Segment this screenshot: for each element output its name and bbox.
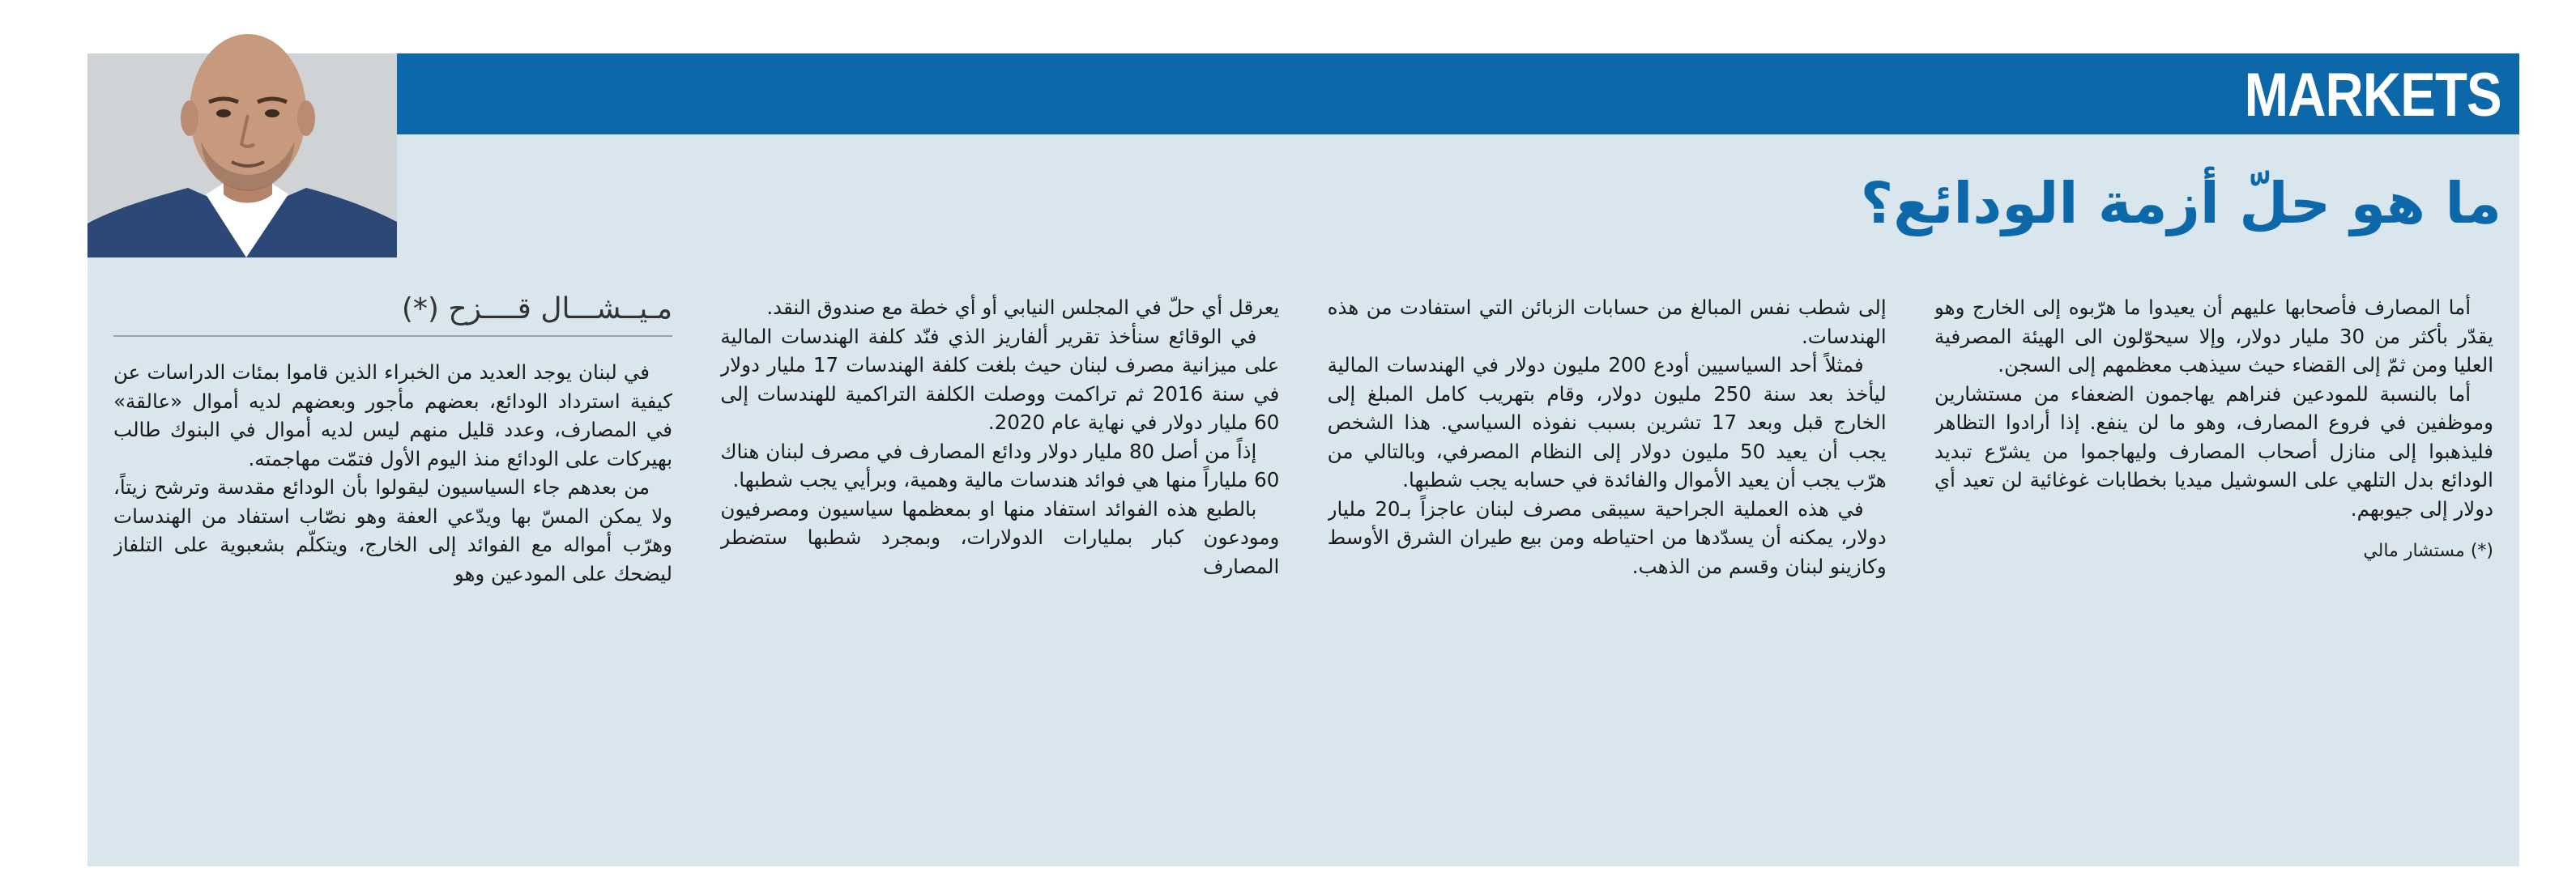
paragraph: بالطبع هذه الفوائد استفاد منها او بمعظمها سياسيون ومصرفيون ومودعون كبار بمليارات الدولارات، وبمجرد شطبها ستضطر المصارف [720,496,1280,578]
author-footnote: (*) مستشار مالي [2363,541,2493,561]
paragraph: في هذه العملية الجراحية سيبقى مصرف لبنان عاجزاً بـ20 مليار دولار، يمكنه أن يسدّدها من احتياطه ومن بيع طيران الشرق الأوسط وكازينو لبنان وقسم من الذهب. [1327,496,1887,578]
author-photo [87,15,397,257]
paragraph: أما بالنسبة للمودعين فنراهم يهاجمون الضعفاء من مستشارين وموظفين في فروع المصارف، وهو ما لن ينفع. إذا أرادوا التظاهر فليذهبوا إلى منازل أصحاب المصارف وليهاجموا من يشرّع تبديد الودائع بدل التلهي على السوشيل ميديا بخطابات غوغائية لن تعيد أي دولار إلى جيوبهم. [1934,381,2493,521]
article-column-1 [113,293,672,844]
paragraph: أما المصارف فأصحابها عليهم أن يعيدوا ما هرّبوه إلى الخارج وهو يقدّر بأكثر من 30 مليار دولار، وإلا سيحوّلون الى الهيئة المصرفية العليا ومن ثمّ إلى القضاء حيث سيذهب معظمهم إلى السجن. [1934,296,2493,377]
paragraph: في لبنان يوجد العديد من الخبراء الذين قاموا بمئات الدراسات عن كيفية استرداد الودائع، بعضهم مأجور وبعضهم لديه أموال «عالقة» في المصارف، وعدد قليل منهم ليس لديه أموال في البنوك طالب بهيركات على الودائع منذ اليوم الأول فتمّت مهاجمته. [113,360,673,470]
paragraph: يعرقل أي حلّ في المجلس النيابي أو أي خطة مع صندوق النقد. [766,296,1280,319]
section-label: MARKETS [2244,61,2501,130]
article-column-4 [1934,293,2493,844]
section-header-band [87,53,2519,134]
paragraph: إذاً من أصل 80 مليار دولار ودائع المصارف في مصرف لبنان هناك 60 ملياراً منها هي فوائد هندسات مالية وهمية، وبرأيي يجب شطبها. [720,439,1280,491]
paragraph: إلى شطب نفس المبالغ من حسابات الزبائن التي استفادت من هذه الهندسات. [1327,296,1887,348]
author-byline: مـيــشـــال قــــزح (*) [113,293,672,337]
article-columns [113,293,2493,844]
article-column-2 [720,293,1279,844]
article-headline: ما هو حلّ أزمة الودائع؟ [1860,170,2501,236]
article-column-3 [1328,293,1887,844]
paragraph: في الوقائع سنأخذ تقرير ألفاريز الذي فنّد كلفة الهندسات المالية على ميزانية مصرف لبنان حيث بلغت كلفة الهندسات 17 مليار دولار في سنة 2016 ثم تراكمت ووصلت الكلفة التراكمية للهندسات إلى 60 مليار دولار في نهاية عام 2020. [720,324,1280,434]
paragraph: فمثلاً أحد السياسيين أودع 200 مليون دولار في الهندسات المالية ليأخذ بعد سنة 250 مليون دولار، وقام بتهريب كامل المبلغ إلى الخارج قبل وبعد 17 تشرين بسبب نفوذه السياسي. هذا الشخص يجب أن يعيد 50 مليون دولار إلى النظام المصرفي، وبالتالي من هرّب يجب أن يعيد الأموال والفائدة في حسابه يجب شطبها. [1327,353,1887,491]
paragraph: من بعدهم جاء السياسيون ليقولوا بأن الودائع مقدسة وترشح زيتاً، ولا يمكن المسّ بها ويدّعي العفة وهو نصّاب استفاد من الهندسات وهرّب أمواله مع الفوائد إلى الخارج، ويتكلّم بشعبوية على التلفاز ليضحك على المودعين وهو [113,475,673,585]
